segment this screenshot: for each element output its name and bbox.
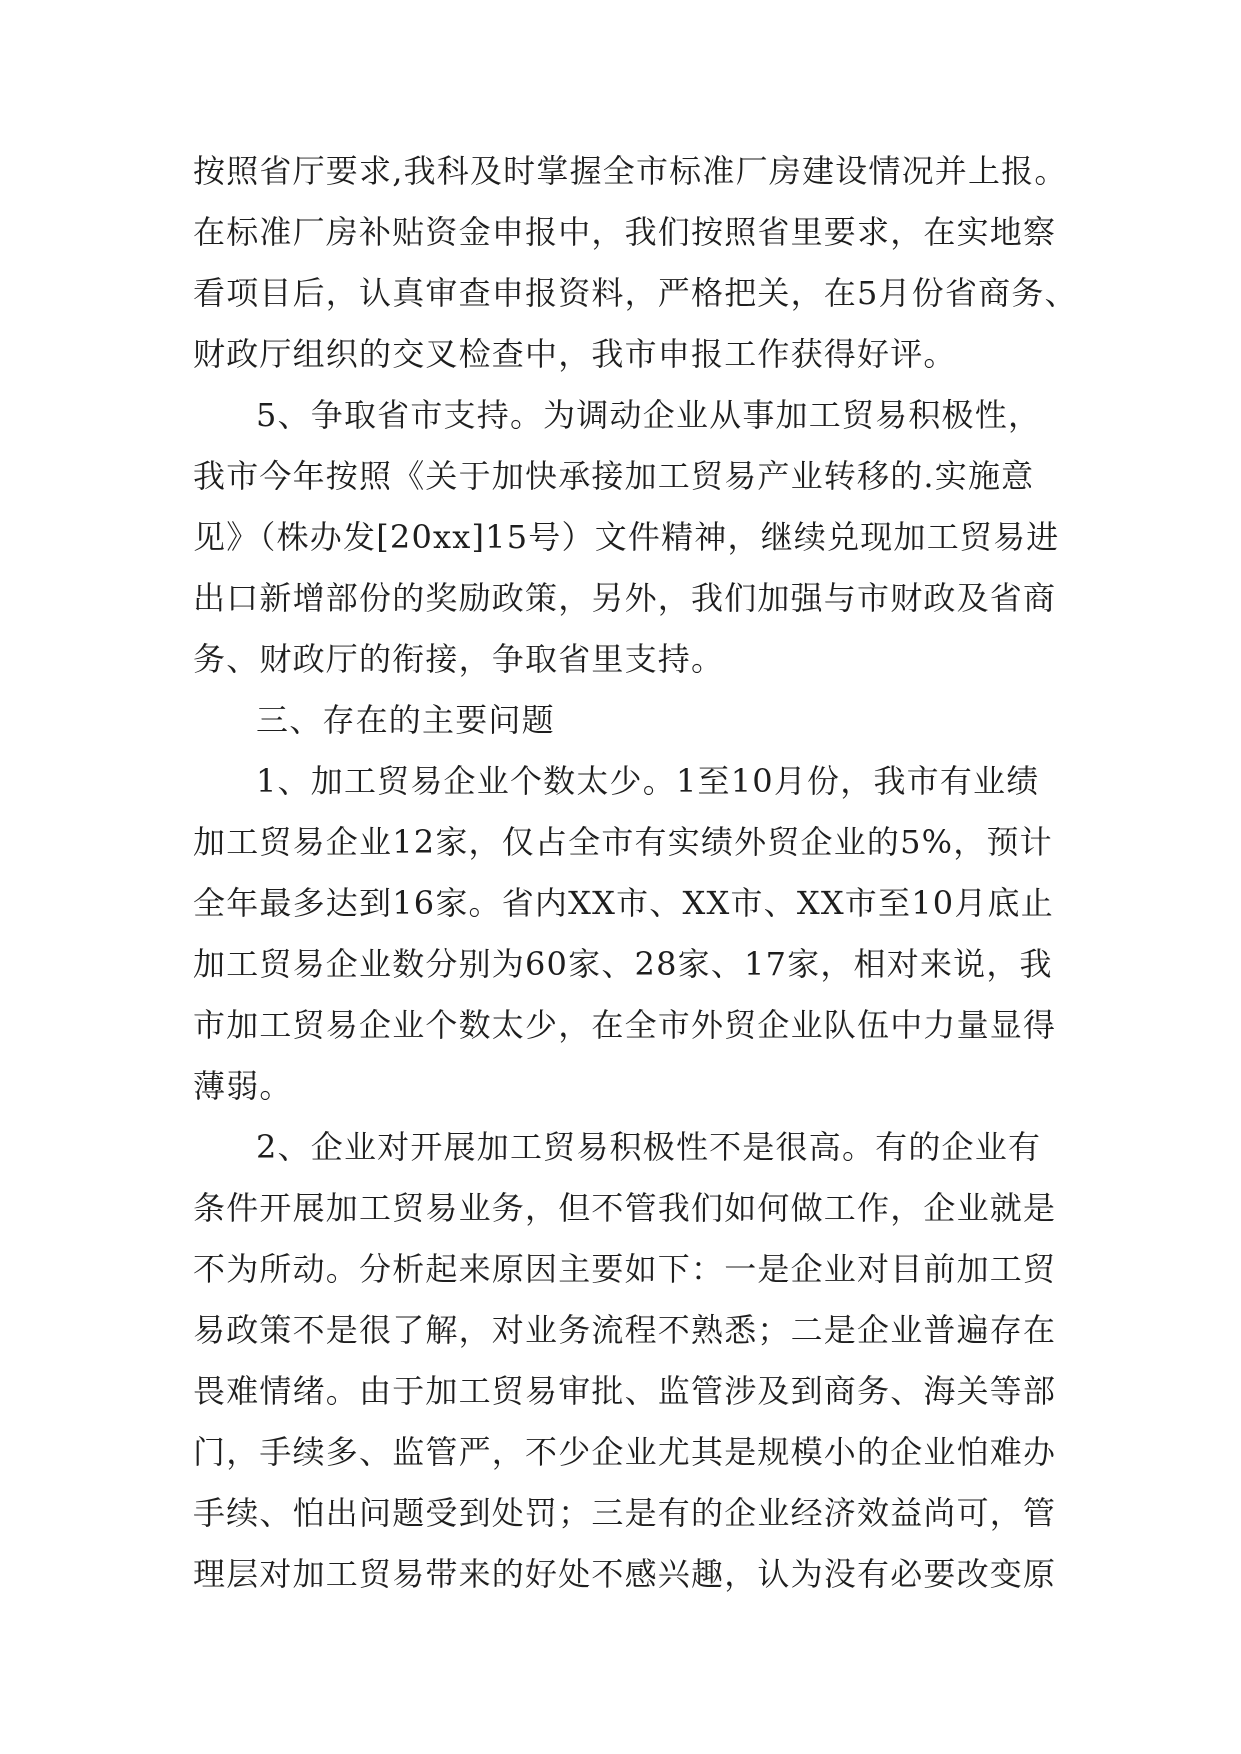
text-line: 薄弱。: [193, 1067, 293, 1105]
text-line: 看项目后，认真审查申报资料，严格把关，在5月份省商务、: [193, 274, 1078, 312]
text-line: 见》（株办发[20xx]15号）文件精神，继续兑现加工贸易进: [193, 518, 1060, 556]
text-line: 加工贸易企业数分别为60家、28家、17家，相对来说，我: [193, 945, 1053, 983]
text-line: 全年最多达到16家。省内XX市、XX市、XX市至10月底止: [193, 884, 1054, 922]
text-line: 按照省厅要求,我科及时掌握全市标准厂房建设情况并上报。: [193, 152, 1068, 190]
text-line: 财政厅组织的交叉检查中，我市申报工作获得好评。: [193, 335, 957, 373]
text-line: 易政策不是很了解，对业务流程不熟悉；二是企业普遍存在: [193, 1311, 1057, 1349]
text-line: 在标准厂房补贴资金申报中，我们按照省里要求，在实地察: [193, 213, 1057, 251]
text-line: 出口新增部份的奖励政策，另外，我们加强与市财政及省商: [193, 579, 1057, 617]
text-line: 门，手续多、监管严，不少企业尤其是规模小的企业怕难办: [193, 1433, 1057, 1471]
text-line: 条件开展加工贸易业务，但不管我们如何做工作，企业就是: [193, 1189, 1057, 1227]
paragraph-start-line: 5、争取省市支持。为调动企业从事加工贸易积极性，: [256, 396, 1042, 434]
text-line: 理层对加工贸易带来的好处不感兴趣，认为没有必要改变原: [193, 1555, 1057, 1593]
paragraph-start-line: 1、加工贸易企业个数太少。1至10月份，我市有业绩: [256, 762, 1040, 800]
text-line: 市加工贸易企业个数太少，在全市外贸企业队伍中力量显得: [193, 1006, 1057, 1044]
text-line: 不为所动。分析起来原因主要如下：一是企业对目前加工贸: [193, 1250, 1057, 1288]
text-line: 务、财政厅的衔接，争取省里支持。: [193, 640, 725, 678]
paragraph-start-line: 2、企业对开展加工贸易积极性不是很高。有的企业有: [256, 1128, 1042, 1166]
text-line: 畏难情绪。由于加工贸易审批、监管涉及到商务、海关等部: [193, 1372, 1057, 1410]
section-heading: 三、存在的主要问题: [256, 701, 555, 739]
text-line: 手续、怕出问题受到处罚；三是有的企业经济效益尚可，管: [193, 1494, 1057, 1532]
text-line: 加工贸易企业12家，仅占全市有实绩外贸企业的5%，预计: [193, 823, 1053, 861]
text-line: 我市今年按照《关于加快承接加工贸易产业转移的.实施意: [193, 457, 1035, 495]
